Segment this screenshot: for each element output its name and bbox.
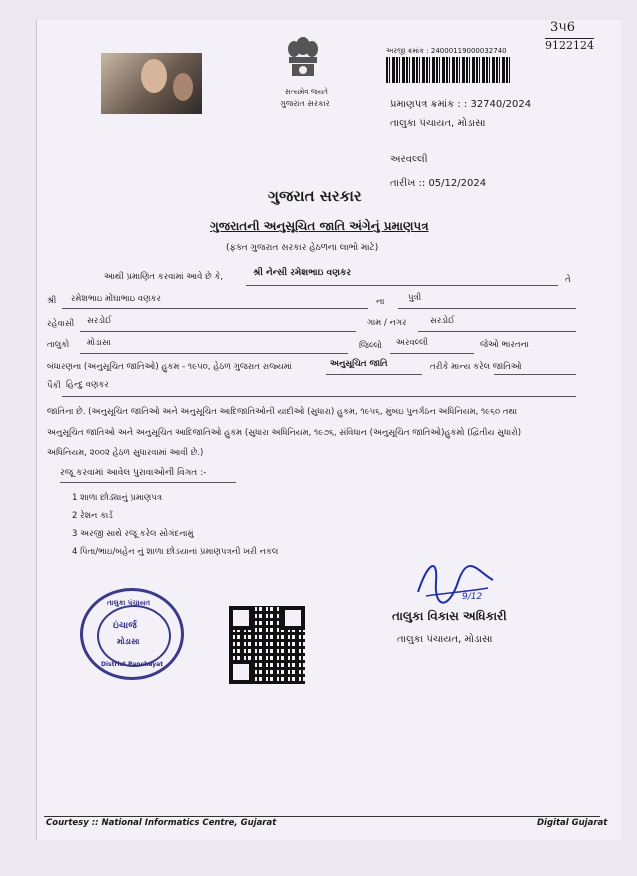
corner-note-2: 9122124 [545, 39, 594, 52]
village-value: સરડોઈ [430, 316, 455, 326]
place: અરવલ્લી [390, 154, 428, 165]
office-stamp [80, 588, 184, 680]
para-line-3: અધિનિયમ, ૨૦૦૨ હેઠળ સુધારવામાં આવી છે.) [47, 448, 204, 458]
district-value: અરવલ્લી [396, 338, 428, 348]
doc-item-1: 1 શાળા છોડ્યાનું પ્રમાણપત્ર [72, 493, 163, 503]
barcode [386, 57, 510, 83]
stamp-line-3: મોડાસા [117, 637, 140, 646]
constitution-text: બંધારણના (અનુસૂચિત જાતિઓ) હુકમ - ૧૯૫૦, હેઠળ ગુજરાત રાજ્યમાં [47, 362, 292, 372]
na-text: ના [376, 297, 385, 307]
qr-code [229, 606, 305, 684]
para-line-1: જાતિના છે. (અનુસૂચિત જાતિઓ અને અનુસૂચિત આદિજાતિઓની યાદીઓ (સુધારા) હુકમ, ૧૯૫૬, મુંબઇ પુનર્ગઠન અધિનિયમ, ૧૯૬૦ તથા [47, 407, 518, 417]
issue-date [390, 178, 486, 189]
certificate-no-label: પ્રમાણપત્ર ક્રમાંક : [390, 99, 461, 110]
certificate-number [390, 99, 531, 110]
subheading: ગુજરાતની અનુસૂચિત જાતિ અંગેનું પ્રમાણપત્ર [210, 219, 429, 233]
officer-title: તાલુકા વિકાસ અધિકારી [392, 609, 507, 623]
taluka-value: મોડાસા [87, 338, 111, 348]
certificate-no-value: : 32740/2024 [463, 99, 532, 110]
officer-office: તાલુકા પંચાયત, મોડાસા [397, 634, 493, 645]
resident-label: રહેવાસી [47, 319, 75, 329]
doc-item-4: 4 પિતા/ભાઇ/બહેન નું શાળા છોડયાનાં પ્રમાણપત્રની ખરી નકલ [72, 547, 279, 557]
application-number [386, 47, 507, 56]
office-top: તાલુકા પંચાયત, મોડાસા [390, 118, 486, 129]
resident-value: સરડોઈ [87, 316, 112, 326]
district-label: જિલ્લો [359, 341, 382, 351]
footer-left: Courtesy :: National Informatics Centre, Gujarat [46, 818, 277, 828]
emblem-motto: સત્યમેવ જયતે [285, 88, 328, 96]
para-line-2: અનુસૂચિત જાતિઓ અને અનુસૂચિત આદિજાતિઓ હુકમ (સુધારા અધિનિયમ, ૧૯૭૬, સંવિધાન (અનુસૂચિત જાતિઓ)હુકમો (દ્વિતીય સુધારો) [47, 428, 522, 438]
shri-text: શ્રી [47, 296, 57, 306]
emblem-org: ગુજરાત સરકાર [280, 99, 330, 108]
village-label: ગામ / નગર [367, 318, 407, 328]
caste-prefix: પૈકી [47, 381, 61, 391]
signature-icon [408, 552, 498, 616]
stamp-line-1: તાલુકા પંચાયત [107, 599, 150, 607]
application-label: અરજી ક્રમાંક : [386, 47, 429, 55]
category: અનુસૂચિત જાતિ [330, 359, 388, 369]
stamp-line-2: ઇંચાર્જ [113, 621, 137, 631]
holder-name: શ્રી નેન્સી રમેશભાઇ વણકર [253, 268, 351, 278]
father-name: રમેશભાઇ મોંઘાભાઇ વણકર [71, 294, 161, 304]
doc-item-3: 3 અરજી સાથે રજૂ કરેલ સોગંદનામું [72, 529, 194, 539]
signature-date: 9/12 [462, 592, 483, 602]
subnote: (ફક્ત ગુજરાત સરકાર હેઠળના લાભો માટે) [226, 243, 379, 253]
ashoka-emblem-icon [283, 34, 323, 86]
docs-title: રજૂ કરવામાં આવેલ પુરાવાઓની વિગત :- [60, 468, 207, 478]
relation: પુત્રી [408, 293, 422, 303]
corner-note-1: 3૫6 [550, 20, 576, 35]
date-value: 05/12/2024 [428, 178, 487, 189]
taluka-label: તાલુકો [47, 340, 70, 350]
india-text: જેઓ ભારતના [480, 340, 529, 350]
heading: ગુજરાત સરકાર [268, 187, 362, 205]
te-text: તે [565, 275, 571, 285]
stamp-line-4: District Panchayat [101, 661, 164, 668]
applicant-photo [101, 53, 202, 114]
application-value: 24000119000032740 [430, 47, 507, 55]
doc-item-2: 2 રેશન કાર્ડ [72, 511, 113, 521]
recognized-text: તરીકે માન્ય કરેલ જાતિઓ [430, 362, 522, 372]
intro-text: આથી પ્રમાણિત કરવામાં આવે છે કે, [104, 272, 224, 282]
caste: હિન્દુ વણકર [66, 380, 109, 390]
footer-right: Digital Gujarat [537, 818, 608, 828]
date-label: તારીખ :: [390, 178, 426, 189]
